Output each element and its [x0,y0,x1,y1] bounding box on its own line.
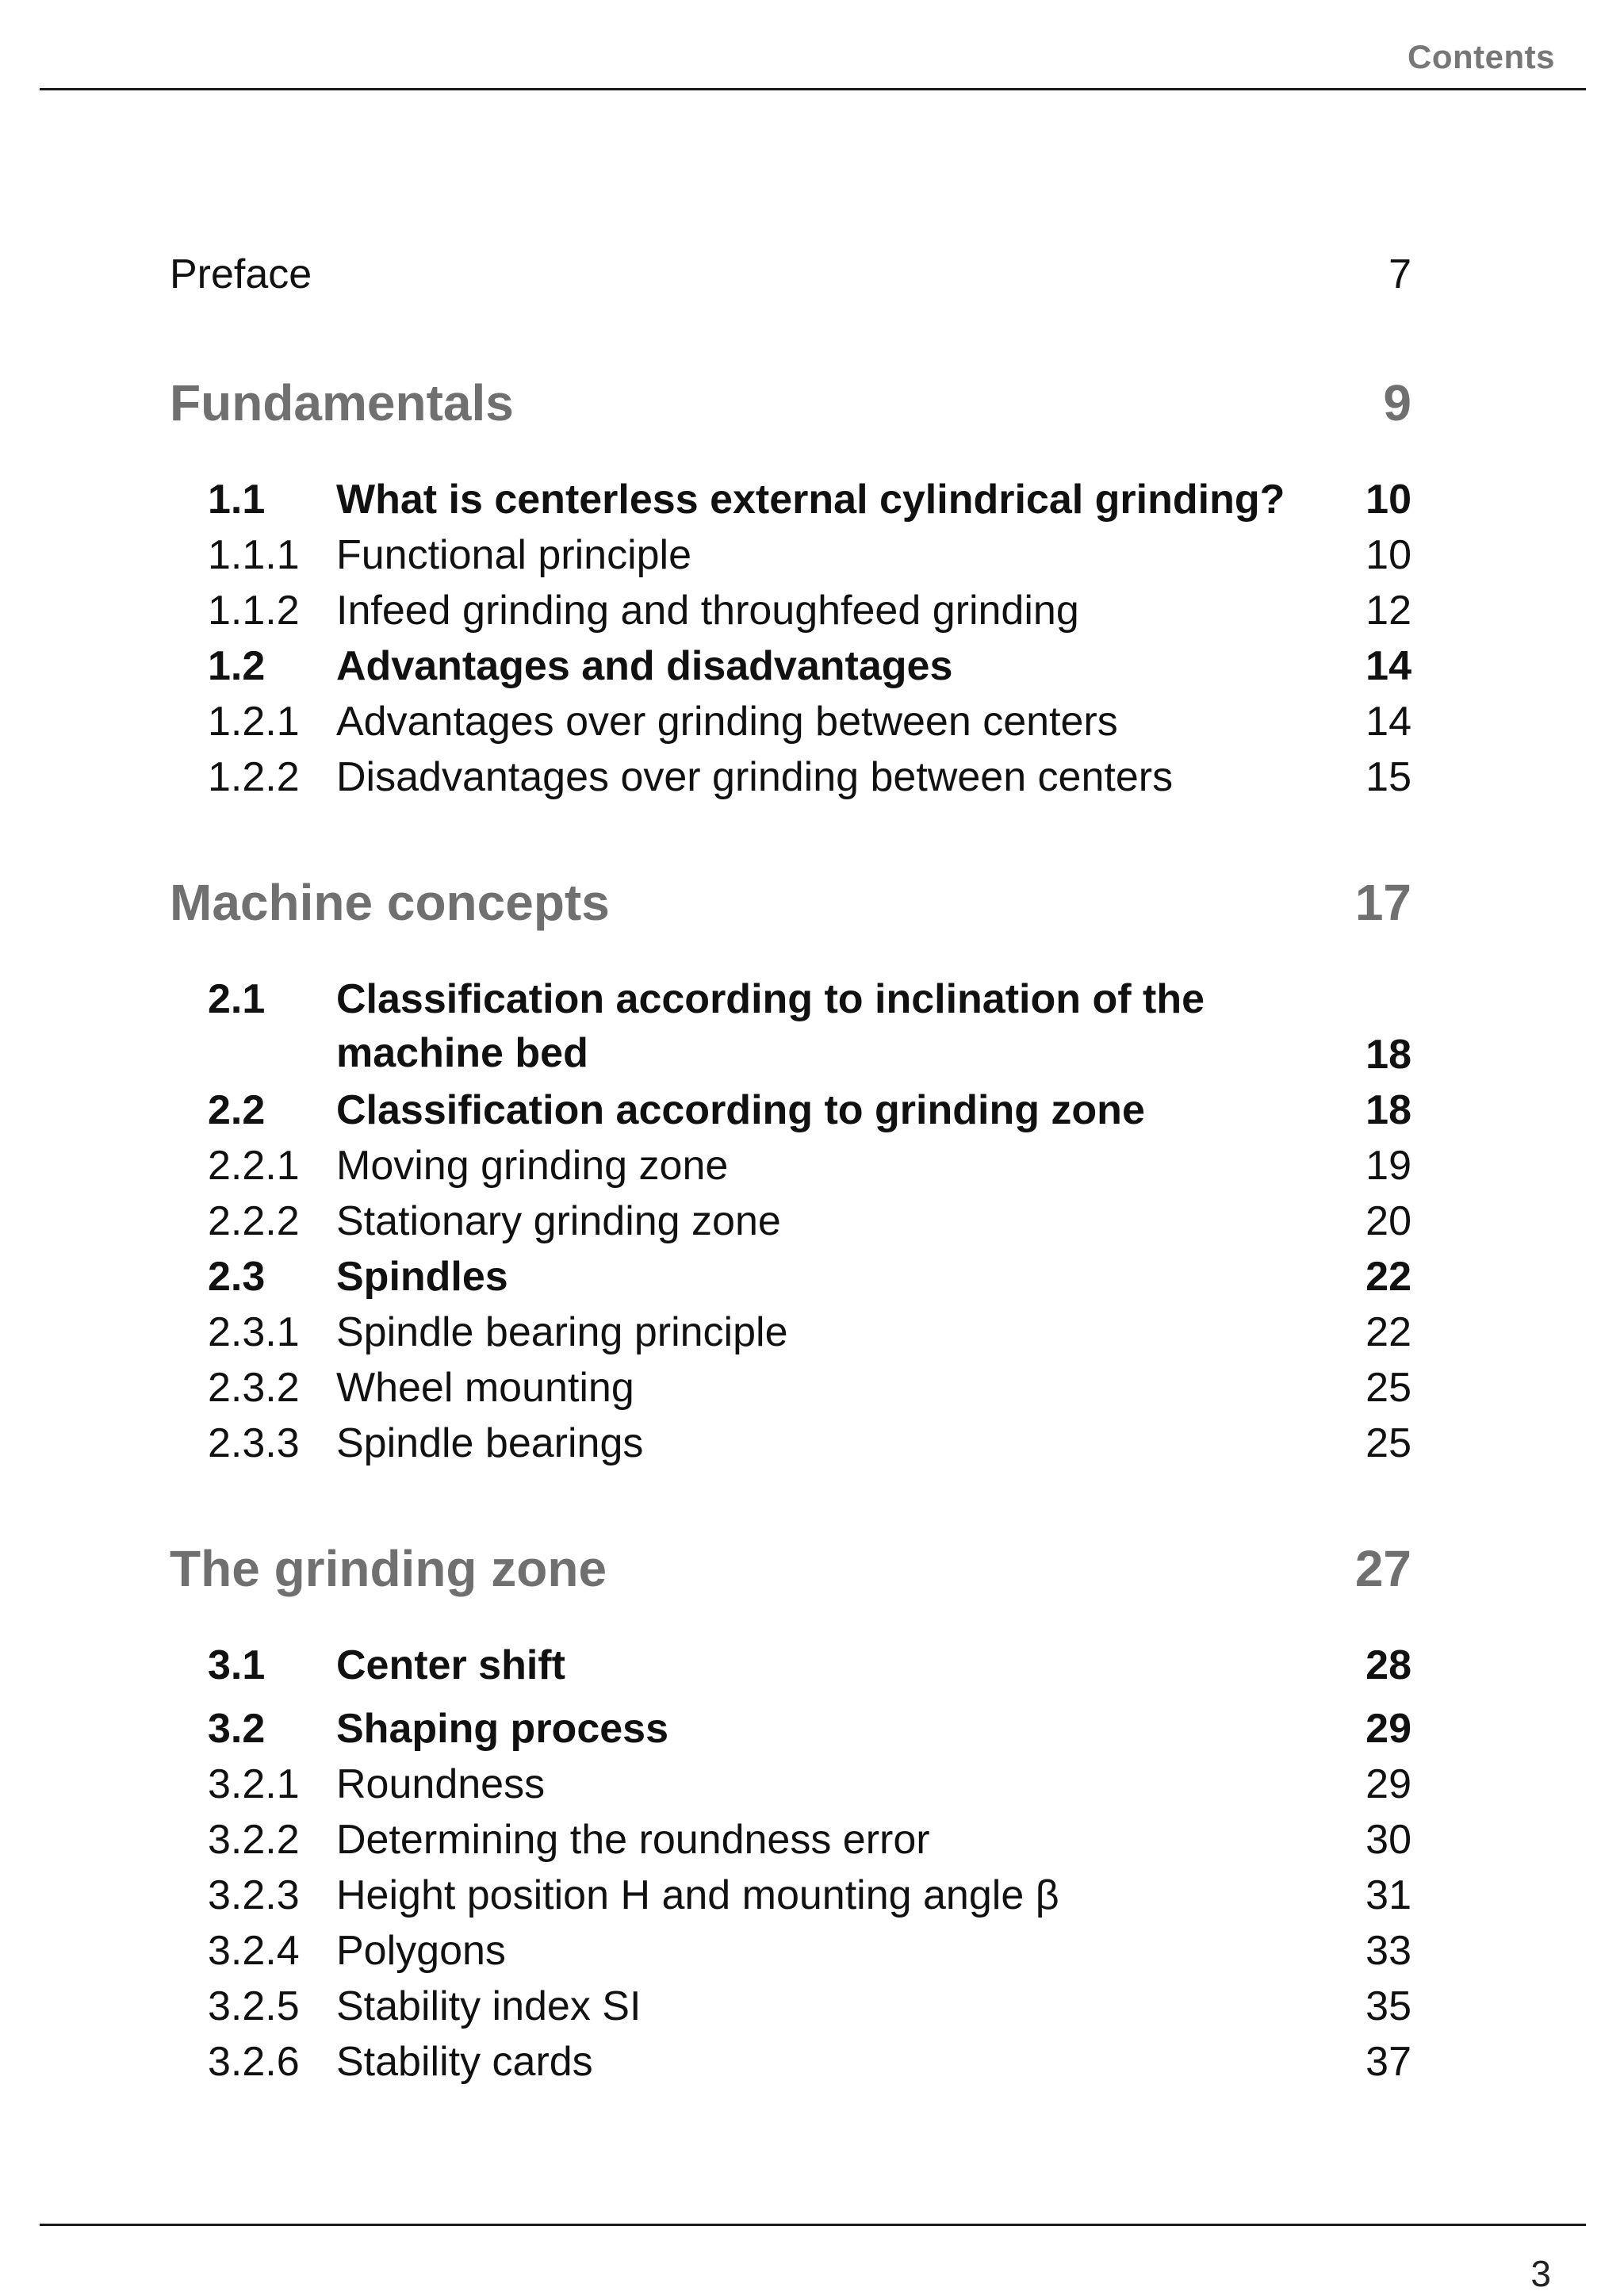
entry-page: 14 [1365,643,1411,689]
toc-preface-title: Preface [170,251,312,297]
entry-number: 1.2.1 [208,699,300,745]
toc-entry[interactable] [170,1924,1411,1978]
entry-page: 20 [1365,1198,1411,1244]
entry-title-line-1: Classification according to inclination of the [336,976,1205,1022]
chapter-page: 27 [1354,1540,1411,1597]
entry-page: 25 [1365,1420,1411,1466]
entry-title: Polygons [336,1928,506,1974]
entry-number: 3.2 [208,1706,266,1752]
entry-page: 31 [1365,1872,1411,1918]
entry-number: 3.2.3 [208,1872,300,1918]
entry-page: 10 [1365,477,1411,523]
entry-page: 22 [1365,1254,1411,1300]
entry-page: 18 [1365,1087,1411,1133]
entry-number: 1.2 [208,643,266,689]
entry-page: 18 [1365,1032,1411,1078]
entry-title: Stationary grinding zone [336,1198,781,1244]
entry-title: Advantages and disadvantages [336,643,953,689]
entry-number: 3.2.6 [208,2039,300,2085]
chapter-page: 17 [1354,874,1411,931]
toc-entry[interactable] [170,1979,1411,2033]
chapter-title: Fundamentals [170,374,514,431]
toc-entry[interactable] [170,584,1411,638]
entry-number: 1.1.1 [208,532,300,578]
entry-title: Advantages over grinding between centers [336,699,1118,745]
toc-entry[interactable] [170,1139,1411,1193]
toc-entry[interactable] [170,750,1411,804]
entry-title: Stability index SI [336,1983,642,2029]
entry-page: 12 [1365,588,1411,634]
toc-preface[interactable] [170,247,1411,301]
toc-entry[interactable] [170,695,1411,749]
entry-title: Stability cards [336,2039,593,2085]
entry-number: 1.1 [208,477,266,523]
entry-page: 30 [1365,1817,1411,1863]
entry-page: 37 [1365,2039,1411,2085]
toc-entry[interactable] [170,1702,1411,1756]
toc-preface-page: 7 [1388,251,1411,297]
toc-entry[interactable] [170,1813,1411,1867]
toc-entry[interactable] [170,1194,1411,1248]
entry-title: Determining the roundness error [336,1817,930,1863]
entry-page: 29 [1365,1761,1411,1807]
toc-chapter-machine-concepts[interactable] [170,871,1411,934]
footer-rule [40,2224,1586,2226]
toc-entry[interactable] [170,1250,1411,1304]
running-header: Contents [1408,38,1555,75]
toc-entry[interactable] [170,639,1411,693]
entry-title: Spindles [336,1254,508,1300]
entry-number: 3.1 [208,1642,266,1688]
entry-title: What is centerless external cylindrical grinding? [336,477,1285,523]
toc-entry[interactable] [170,1757,1411,1811]
toc-entry[interactable] [170,1416,1411,1470]
entry-number: 1.1.2 [208,588,300,634]
entry-title [336,972,1205,1080]
chapter-title: The grinding zone [170,1540,607,1597]
entry-title-line-2: machine bed [336,1030,588,1076]
entry-page: 14 [1365,699,1411,745]
entry-page: 15 [1365,754,1411,800]
entry-number: 2.2 [208,1087,266,1133]
entry-page: 33 [1365,1928,1411,1974]
chapter-page: 9 [1383,374,1411,431]
chapter-title: Machine concepts [170,874,610,931]
entry-number: 3.2.1 [208,1761,300,1807]
entry-number: 2.3.2 [208,1365,300,1411]
entry-title: Height position H and mounting angle β [336,1872,1059,1918]
entry-title: Shaping process [336,1706,668,1752]
entry-title: Wheel mounting [336,1365,634,1411]
entry-page: 22 [1365,1309,1411,1355]
entry-number: 2.2.2 [208,1198,300,1244]
toc-chapter-the-grinding-zone[interactable] [170,1537,1411,1600]
entry-title: Infeed grinding and throughfeed grinding [336,588,1079,634]
entry-page: 19 [1365,1143,1411,1189]
toc-chapter-fundamentals[interactable] [170,371,1411,435]
toc-entry[interactable] [170,1361,1411,1415]
entry-page: 10 [1365,532,1411,578]
entry-page: 25 [1365,1365,1411,1411]
entry-number: 1.2.2 [208,754,300,800]
entry-page: 35 [1365,1983,1411,2029]
entry-title: Classification according to grinding zone [336,1087,1145,1133]
entry-title: Spindle bearing principle [336,1309,788,1355]
toc-entry[interactable] [170,1638,1411,1692]
entry-title: Spindle bearings [336,1420,644,1466]
toc-entry[interactable] [170,528,1411,582]
toc-entry[interactable] [170,2035,1411,2089]
entry-number: 3.2.2 [208,1817,300,1863]
entry-title: Moving grinding zone [336,1143,729,1189]
entry-number: 2.3 [208,1254,266,1300]
toc-entry[interactable] [170,1305,1411,1359]
entry-title: Center shift [336,1642,565,1688]
page-number: 3 [1530,2253,1551,2294]
entry-title: Disadvantages over grinding between centers [336,754,1174,800]
entry-number: 3.2.5 [208,1983,300,2029]
entry-number: 2.2.1 [208,1143,300,1189]
toc-entry[interactable] [170,1083,1411,1137]
entry-page: 28 [1365,1642,1411,1688]
entry-number: 2.3.1 [208,1309,300,1355]
entry-page: 29 [1365,1706,1411,1752]
toc-entry[interactable] [170,1868,1411,1922]
entry-title: Roundness [336,1761,546,1807]
toc-entry[interactable] [170,972,1411,1082]
entry-number: 2.1 [208,976,266,1022]
toc-entry[interactable] [170,473,1411,527]
entry-number: 3.2.4 [208,1928,300,1974]
entry-title: Functional principle [336,532,692,578]
entry-number: 2.3.3 [208,1420,300,1466]
